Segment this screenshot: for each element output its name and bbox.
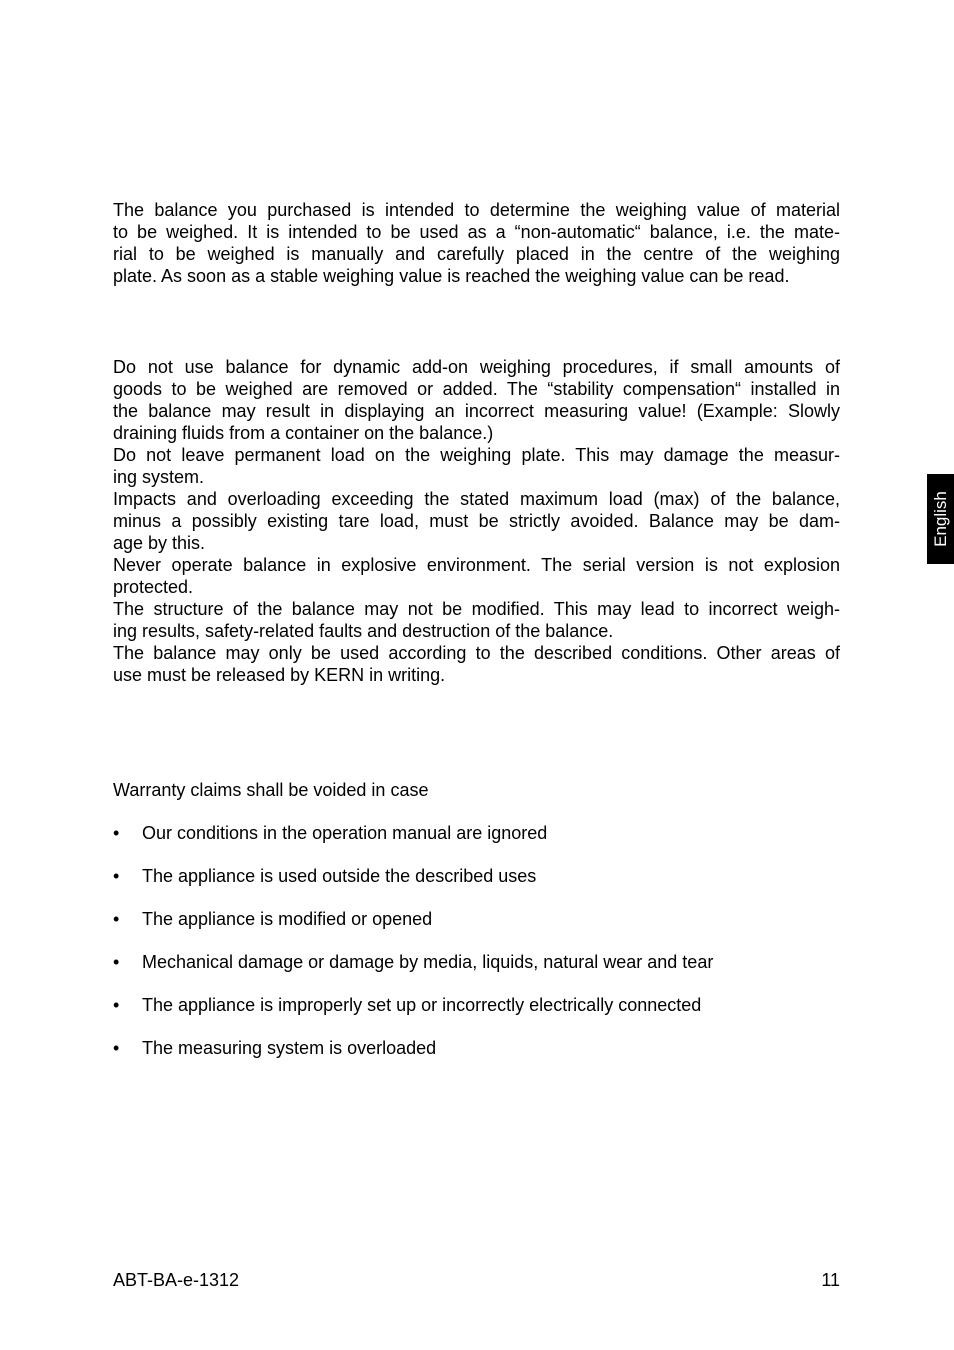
text-line: Do not use balance for dynamic add-on weighing procedures, if small amounts of	[113, 357, 840, 377]
list-item	[113, 822, 713, 865]
text-line: draining fluids from a container on the balance.)	[113, 423, 494, 443]
list-item-text: The appliance is improperly set up or incorrectly electrically connected	[142, 995, 702, 1015]
list-item-text: The appliance is used outside the described uses	[142, 866, 537, 886]
language-side-tab	[927, 474, 954, 564]
bullet-icon: •	[113, 952, 120, 972]
improper-use-paragraph	[113, 356, 840, 686]
text-line: to be weighed. It is intended to be used as a “non-automatic“ balance, i.e. the mate-	[113, 222, 840, 242]
list-item	[113, 994, 713, 1037]
text-line: plate. As soon as a stable weighing value is reached the weighing value can be read.	[113, 266, 790, 286]
bullet-icon: •	[113, 909, 120, 929]
text-line: Never operate balance in explosive environment. The serial version is not explosion	[113, 555, 840, 575]
list-item	[113, 951, 713, 994]
text-line: the balance may result in displaying an incorrect measuring value! (Example: Slowly	[113, 401, 840, 421]
text-line: The balance you purchased is intended to determine the weighing value of material	[113, 200, 840, 220]
list-item-text: Our conditions in the operation manual are ignored	[142, 823, 548, 843]
text-line: minus a possibly existing tare load, must be strictly avoided. Balance may be dam-	[113, 511, 840, 531]
bullet-icon: •	[113, 1038, 120, 1058]
text-line: The balance may only be used according to the described conditions. Other areas of	[113, 643, 840, 663]
text-line: ing results, safety-related faults and destruction of the balance.	[113, 621, 614, 641]
text-line: rial to be weighed is manually and carefully placed in the centre of the weighing	[113, 244, 840, 264]
list-item	[113, 1037, 713, 1080]
language-tab-label: English	[930, 491, 950, 547]
list-item	[113, 908, 713, 951]
page-number: 11	[821, 1270, 840, 1290]
warranty-list	[113, 822, 713, 1080]
list-item-text: Mechanical damage or damage by media, liquids, natural wear and tear	[142, 952, 714, 972]
text-line: Do not leave permanent load on the weighing plate. This may damage the measur-	[113, 445, 840, 465]
text-line: protected.	[113, 577, 194, 597]
bullet-icon: •	[113, 823, 120, 843]
document-code: ABT-BA-e-1312	[113, 1270, 240, 1290]
text-line: use must be released by KERN in writing.	[113, 665, 446, 685]
bullet-icon: •	[113, 866, 120, 886]
list-item-text: The appliance is modified or opened	[142, 909, 433, 929]
text-line: Impacts and overloading exceeding the stated maximum load (max) of the balance,	[113, 489, 840, 509]
text-line: goods to be weighed are removed or added. The “stability compensation“ installed in	[113, 379, 840, 399]
text-line: The structure of the balance may not be modified. This may lead to incorrect weigh-	[113, 599, 840, 619]
bullet-icon: •	[113, 995, 120, 1015]
warranty-intro: Warranty claims shall be voided in case	[113, 780, 429, 800]
list-item-text: The measuring system is overloaded	[142, 1038, 437, 1058]
intended-use-paragraph	[113, 199, 840, 287]
text-line: age by this.	[113, 533, 206, 553]
text-line: ing system.	[113, 467, 205, 487]
list-item	[113, 865, 713, 908]
